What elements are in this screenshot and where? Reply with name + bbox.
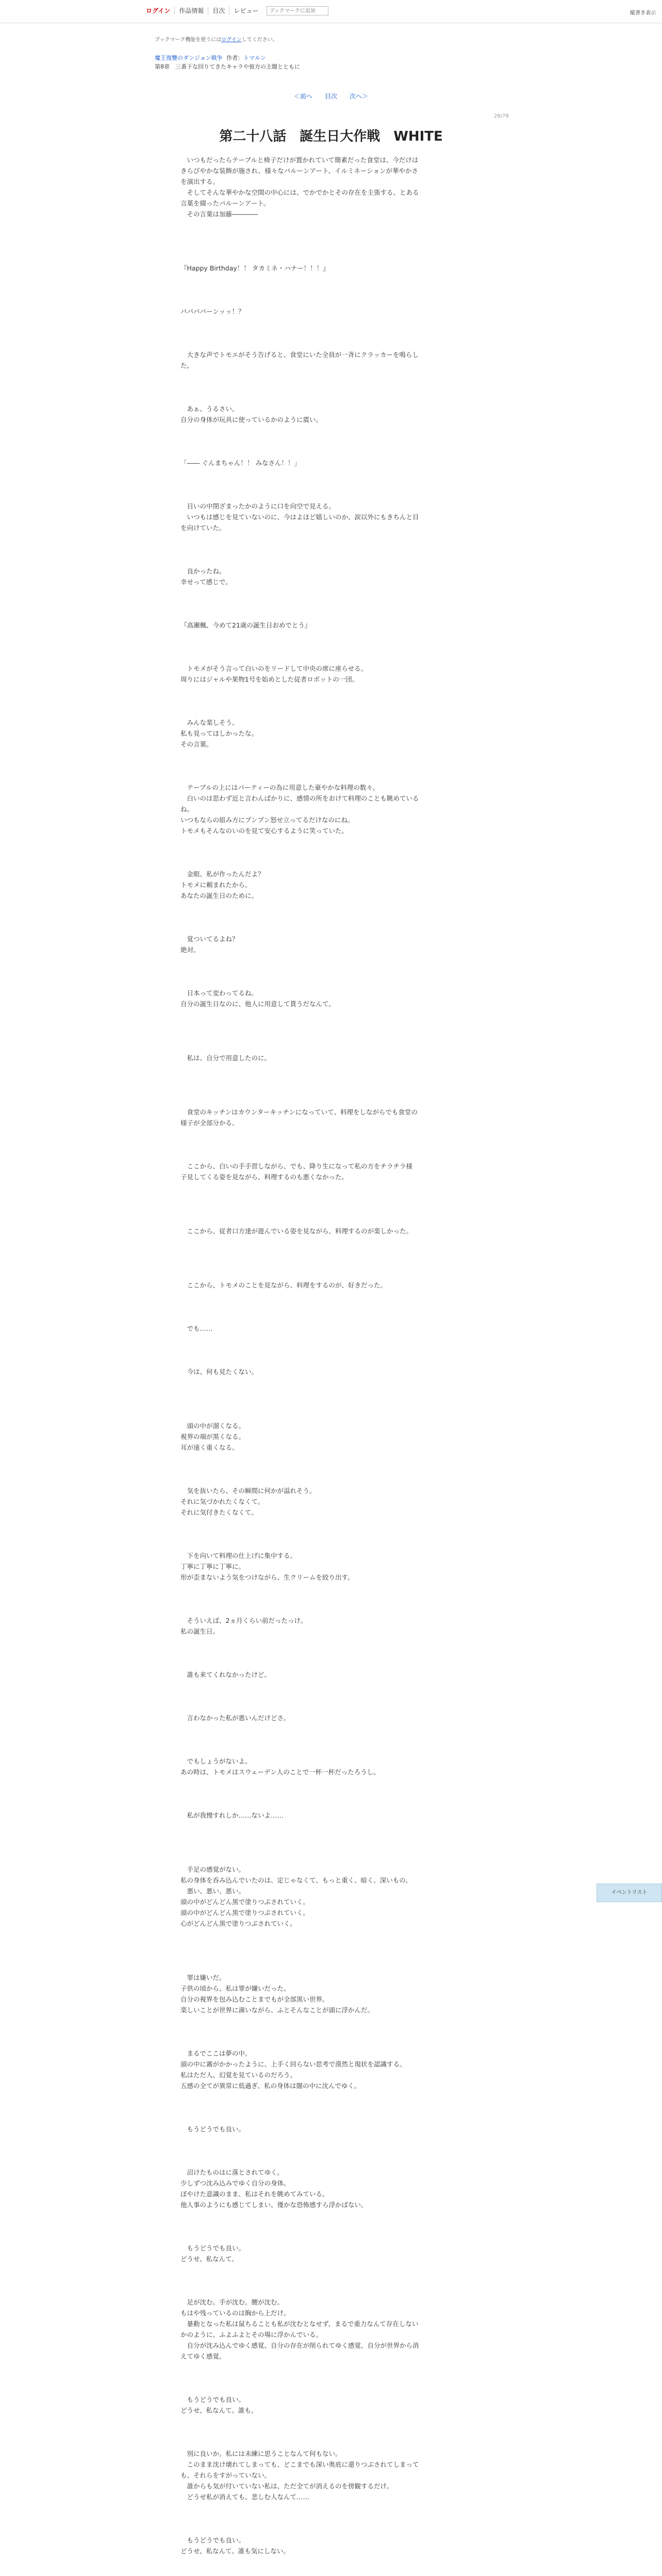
paragraph: もうどうでも良い。 どうせ、私なんて。	[180, 2244, 245, 2263]
author-label: 作者：	[226, 55, 244, 61]
paragraph-gap	[180, 468, 510, 501]
paragraph-gap	[180, 587, 510, 620]
prev-link[interactable]: ＜前へ	[294, 93, 313, 100]
next-link[interactable]: 次へ＞	[349, 93, 368, 100]
paragraph: 良かったね。 幸せって感じで。	[180, 567, 232, 586]
paragraph-gap	[180, 836, 510, 869]
nav-item-toc[interactable]: 目次	[208, 7, 229, 15]
paragraph: 私は、自分で用意したのに。	[180, 1054, 271, 1062]
paragraph-gap	[180, 2556, 510, 2576]
novel-body	[180, 155, 510, 2576]
paragraph-gap	[180, 2210, 510, 2243]
paragraph-gap	[180, 2264, 510, 2297]
paragraph: もうどうでも良い。	[180, 2125, 245, 2133]
paragraph: でもしょうがないよ。 あの時は、トモメはスウェーデン人のことで一杯一杯だったろうし。	[180, 1757, 380, 1776]
paragraph-gap	[180, 1518, 510, 1550]
paragraph-gap	[180, 1723, 510, 1756]
paragraph-gap	[180, 1929, 510, 1972]
paragraph-gap	[180, 1583, 510, 1615]
paragraph-gap	[180, 1236, 510, 1280]
event-list-button[interactable]: イベントリスト	[597, 1884, 662, 1902]
paragraph: 誰も来てくれなかったけど。	[180, 1671, 271, 1679]
paragraph-gap	[180, 317, 510, 349]
paragraph: ここから、白いの手手習しながら、でも、降り生になって私の方をチラチラ様 子見してくる姿を見ながら、料理するのも悪くなかった。	[180, 1162, 413, 1181]
paragraph: いつもだったらテーブルと椅子だけが置かれていて簡素だった食堂は、今だけは きらびやかな装飾が施され、様々なバルーンアート、イルミネーションが華やかさ を演出する。 そしてそんな華やかな空間の中心には、でかでかとその存在を主張する、とある 言葉を綴ったバルーンアート。 その言葉は加藤――――	[180, 156, 419, 218]
paragraph: そういえば、2ヵ月くらい前だったっけ。 私の誕生日。	[180, 1617, 307, 1635]
paragraph: 言わなかった私が悪いんだけどさ。	[180, 1714, 290, 1722]
episode-counter: 28/78	[494, 113, 509, 119]
paragraph-gap	[180, 1453, 510, 1485]
paragraph: 沼けたものはに落とされてゆく。 少しずつ沈み込みでゆく自分の身体。 ぼやけた意識のまま、私はそれを眺めてみている。 他人事のようにも感じてしまい、僅かな恐怖感すら浮かばない。	[180, 2168, 368, 2209]
paragraph: 下を向いて料理の仕上げに集中する。 丁寧に丁寧に丁寧に。 形が歪まないよう気をつけながら、生クリームを絞り出す。	[180, 1552, 354, 1581]
paragraph-gap	[180, 1777, 510, 1810]
paragraph-gap	[180, 2502, 510, 2535]
paragraph: 足が沈む。手が沈む。腰が沈む。 もはや残っているのは胸から上だけ。 暴動となった私は鼠ちることも私が沈むとなせず、まるで重力なんて存在しない かのように、ふよふよとその場に浮かんでいる。 自分が沈み込んでゆく感覚、自分の存在が削られてゆく感覚、自分が世界から消 えてゆく感覚。	[180, 2298, 419, 2360]
paragraph-gap	[180, 2015, 510, 2048]
paragraph: ここから、従者口方達が遊んでいる姿を見ながら、料理するのが楽しかった。	[180, 1227, 413, 1235]
bookmark-add-button[interactable]	[267, 6, 328, 15]
paragraph: みんな楽しそう。 私も見ってほしかったな。 その言葉。	[180, 719, 258, 748]
paragraph-gap	[180, 274, 510, 306]
author-info	[226, 55, 266, 61]
paragraph: もうどうでも良い。 どうせ、私なんて。誰も気にしない。	[180, 2536, 290, 2555]
login-link[interactable]: ログイン	[146, 7, 175, 15]
paragraph: パパパパーンッッ！？	[180, 308, 245, 315]
paragraph-gap	[180, 1063, 510, 1107]
paragraph-gap	[180, 1680, 510, 1713]
nav-item-work-info[interactable]: 作品情報	[175, 7, 208, 15]
paragraph: 私が我慢すれしか……ないよ……	[180, 1811, 284, 1819]
paragraph: 食堂のキッチンはカウンターキッチンになっていて、料理をしながらでも食堂の 様子が全部分かる。	[180, 1108, 418, 1127]
top-navbar	[0, 0, 662, 23]
paragraph-gap	[180, 901, 510, 934]
paragraph-gap	[180, 219, 510, 263]
paragraph-gap	[180, 2134, 510, 2167]
notice-prefix: ブックマーク機能を使うには	[155, 37, 222, 43]
paragraph-gap	[180, 1821, 510, 1864]
paragraph: 別に良いか。私には未練に思うことなんて何もない。 このまま沈け壊れてしまっても、どこまでも深い奥底に還りつぶされてしまって も、それらをすがっていない。 誰からも気が付いていない私は、ただ全てが消えるのを傍観するだけ。 どうせ私が消えても、悲しむ人なんて……	[180, 2450, 419, 2501]
vertical-display-link[interactable]: 縦書き表示	[630, 10, 656, 16]
paragraph-gap	[180, 2416, 510, 2448]
paragraph: 『Happy Birthday！！ タカミネ・ハナー！！！』	[180, 264, 329, 272]
notice-suffix: してください。	[241, 37, 278, 43]
paragraph: 覚ついてるよね？ 絶対。	[180, 935, 239, 954]
paragraph: 手足の感覚がない。 私の身体を呑み込んでいたのは、定じゃなくて、もっと重く、暗く、深いもの。 悪い、悪い、悪い。 頭の中がどんどん黒で塗りつぶされていく。 頭の中がどんどん黒で塗りつぶされていく。 心がどんどん黒で塗りつぶされていく。	[180, 1866, 412, 1927]
top-nav	[146, 6, 328, 15]
paragraph-gap	[180, 1128, 510, 1161]
notice-login-link[interactable]: ログイン	[221, 37, 242, 43]
paragraph-gap	[180, 533, 510, 566]
toc-link[interactable]: 目次	[324, 93, 337, 100]
paragraph: 日本って変わってるね。 自分の誕生日なのに、他人に用意して貰うだなんて。	[180, 989, 335, 1008]
paragraph-gap	[180, 750, 510, 782]
paragraph-gap	[180, 425, 510, 457]
paragraph: ここから、トモメのことを見ながら、料理をするのが、好きだった。	[180, 1281, 387, 1289]
paragraph-gap	[180, 1009, 510, 1053]
paragraph: 今は、何も見たくない。	[180, 1368, 258, 1376]
author-link[interactable]: トマルン	[243, 55, 266, 61]
episode-title: 第二十八話 誕生日大作戦 WHITE	[219, 129, 443, 144]
paragraph: 目いの中閉ざまったかのように口を向空で見える。 いつもは感じを見ていないのに、今はよほど嬉しいのか、涙以外にもきちんと目 を向けていた。	[180, 502, 419, 532]
paragraph-gap	[180, 1182, 510, 1226]
pager	[0, 92, 662, 100]
paragraph-gap	[180, 955, 510, 988]
paragraph: 大きな声でトモエがそう告げると、食堂にいた全員が一斉にクラッカーを鳴らし た。	[180, 351, 419, 369]
paragraph-gap	[180, 685, 510, 717]
paragraph: でも……	[180, 1325, 213, 1332]
chapter-name: 第8章 三番下な回りてきたキャラや彼方の主題とともに	[155, 63, 300, 70]
paragraph: まるでここは夢の中。 頭の中に霧がかかったように、上手く回らない思考で漠然と現状を認識する。 私はただ人、幻覚を見ているのだろう。 五感の全てが異常に低過ぎ、私の身体は闇の中に沈んでゆく。	[180, 2049, 406, 2090]
paragraph: あぁ、うるさい。 自分の身体が玩具に使っているかのように震い。	[180, 405, 323, 423]
paragraph: 気を抜いたら、その瞬間に何かが溢れそう。 それに気づかれたくなくて。 それに気付きたくなくて。	[180, 1487, 316, 1516]
paragraph-gap	[180, 1291, 510, 1323]
paragraph: 頭の中が溜くなる。 視界の端が黒くなる。 耳が遠く重くなる。	[180, 1422, 245, 1451]
paragraph-gap	[180, 2091, 510, 2124]
login-notice	[155, 35, 278, 43]
paragraph: テーブルの上にはパーティーの為に用意した豪やかな料理の数々。 白いのは思わず近と言わんばかりに、感情の所をおけて料理のことも眺めている ね。 いつもならの組み方にプンプン怒せ立ってるだけなのにね。 トモメもそんなのいのを見て安心するように笑っていた。	[180, 784, 419, 835]
paragraph: トモメがそう言って白いのをリードして中央の席に座らせる。 周りにはジャルや果物1号を始めとした従者ロボットの一団。	[180, 665, 368, 683]
paragraph: 「―― ぐんまちゃん！！ みなさん！！」	[180, 459, 301, 467]
paragraph: 金眼、私が作ったんだよ？ トモメに頼まれたから。 あなたの誕生日のために。	[180, 870, 264, 900]
paragraph-gap	[180, 631, 510, 663]
series-info	[155, 54, 300, 71]
paragraph-gap	[180, 1637, 510, 1669]
series-title-link[interactable]: 魔王復讐のダンジョン戦争	[155, 55, 223, 61]
nav-item-review[interactable]: レビュー	[234, 7, 259, 14]
paragraph: 罪は嫌いだ。 子供の頃から、私は罪が嫌いだった。 自分の視界を包み込むことまでもが全部黒い世界。 楽しいことが世界に満いながら、ふとそんなことが頭に浮かんだ。	[180, 1974, 374, 2014]
paragraph-gap	[180, 371, 510, 403]
paragraph-gap	[180, 1334, 510, 1366]
paragraph: もうどうでも良い。 どうせ、私なんて。誰も。	[180, 2396, 258, 2414]
paragraph: 『高瀬楓、今めて21歳の誕生日おめでとう』	[180, 621, 311, 629]
paragraph-gap	[180, 2362, 510, 2394]
paragraph-gap	[180, 1377, 510, 1420]
